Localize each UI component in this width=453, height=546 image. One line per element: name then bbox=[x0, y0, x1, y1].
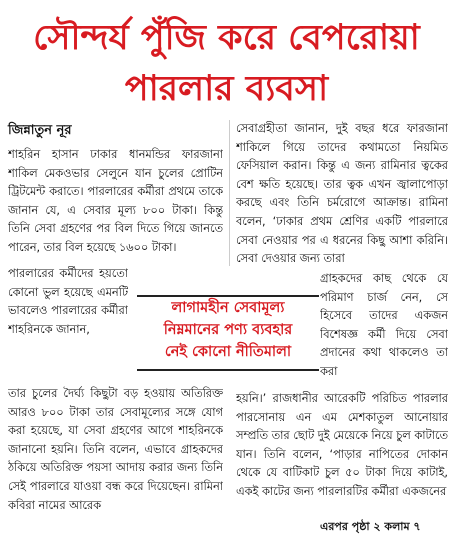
pull-quote-line-3: নেই কোনো নীতিমালা bbox=[164, 344, 292, 360]
paragraph: পারলারের কর্মীদের হয়তো কোনো ভুল হয়েছে এমনটি ভাবলেও পারলারের কর্মীরা শাহরিনকে জানান, bbox=[8, 267, 128, 336]
paragraph: গ্রাহকদের কাছ থেকে যে পরিমাণ চার্জ নেন, সে হিসেবে তাদের একজন বিশেষজ্ঞ কর্মী দিয়ে সেবা প্রদানের কথা থাকলেও তা করা bbox=[320, 272, 448, 378]
column-divider bbox=[229, 120, 230, 266]
pull-quote-line-1: লাগামহীন সেবামূল্য bbox=[171, 300, 285, 316]
continuation-note: এরপর পৃষ্ঠা ২ কলাম ৭ bbox=[320, 520, 421, 533]
byline: জিন্নাতুন নূর bbox=[8, 123, 72, 138]
body-column-1-middle bbox=[8, 265, 128, 385]
body-column-2-middle bbox=[320, 270, 448, 390]
body-column-2-top bbox=[236, 120, 448, 270]
pull-quote-line-2: নিম্নমানের পণ্য ব্যবহার bbox=[163, 322, 293, 338]
paragraph: হয়নি।’ রাজধানীর আরেকটি পরিচিত পারলার পারসোনায় এন এম মেশকাতুল আনোয়ার সম্প্রতি তার ছোট দুই মেয়েকে নিয়ে চুল কাটাতে যান। তিনি বলেন, ‘পাড়ার নাপিতের দোকান থেকে যে বাটিকাট চুল ৫০ টাকা দিয়ে কাটাই, একই কাটের জন্য পারলারটির কর্মীরা একজনের bbox=[236, 392, 448, 498]
paragraph: তার চুলের দৈর্ঘ্য কিছুটা বড় হওয়ায় অতিরিক্ত আরও ৮০০ টাকা তার সেবামূল্যের সঙ্গে যোগ করা হয়েছে, যা সেবা গ্রহণের আগে শাহরিনকে জানানো হয়নি। তিনি বলেন, এভাবে গ্রাহকদের ঠকিয়ে অতিরিক্ত পয়সা আদায় করার জন্য তিনি সেই পারলারে যাওয়া বন্ধ করে দিয়েছেন। রামিনা কবিরা নামের আরেক bbox=[8, 387, 223, 512]
paragraph: শাহরিন হাসান ঢাকার ধানমন্ডির ফারজানা শাকিল মেকওভার সেলুনে যান চুলের প্রোটিন ট্রিটমেন্ট করাতে। পারলারের কর্মীরা প্রথমে তাকে জানান যে, এ সেবার মূল্য ৮০০ টাকা। কিন্তু তিনি সেবা গ্রহণের পর বিল দিতে গিয়ে জানতে পারেন, তার বিল হয়েছে ১৬০০ টাকা। bbox=[8, 148, 223, 254]
headline-line-2: পারলার ব্যবসা bbox=[124, 69, 329, 109]
headline-line-1: সৌন্দর্য পুঁজি করে বেপরোয়া bbox=[33, 18, 420, 58]
paragraph: সেবাগ্রহীতা জানান, দুই বছর ধরে ফারজানা শাকিলে গিয়ে তাদের কথামতো নিয়মিত ফেসিয়াল করান। কিন্তু এ জন্য রামিনার ত্বকের বেশ ক্ষতি হয়েছে। তার ত্বক এখন জ্বালাপোড়া করছে এবং তিনি চর্মরোগে আক্রান্ত। রামিনা বলেন, ‘ঢাকার প্রথম শ্রেণির একটি পারলারে সেবা নেওয়ার পর এ ধরনের কিছু আশা করিনি। সেবা দেওয়ার জন্য তারা bbox=[236, 122, 448, 266]
top-strip bbox=[0, 0, 453, 10]
body-column-1-bottom bbox=[8, 385, 223, 535]
pull-quote bbox=[137, 295, 319, 371]
